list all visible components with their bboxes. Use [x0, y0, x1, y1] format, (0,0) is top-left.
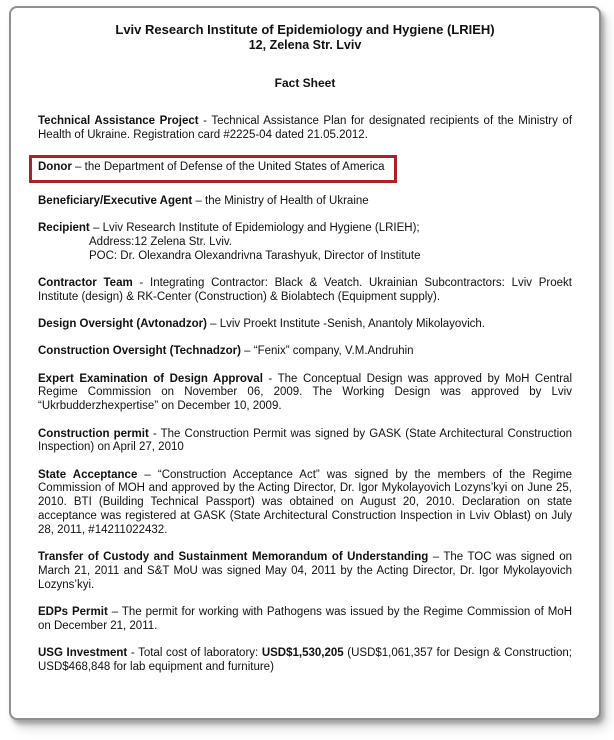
section-label: Design Oversight (Avtonadzor) [38, 318, 207, 331]
page-content [11, 8, 599, 675]
section-label: EDPs Permit [38, 606, 108, 618]
section-text: Lviv Proekt Institute -Senish, Anantoly Mikolayovich. [219, 318, 485, 331]
section-text: “Construction Acceptance Act” was signed by the members of the Regime Commission of MOH and approved by the Acting Director, Dr. Igor Mykolayovich Lozyns’kyi on June 25, 2010. BTI (Building Technical Passport) was obtained on August 20, 2010. Declaration on state acceptance was registered at GASK (State Architectural Construction Inspection in Lviv Oblast) on July 28, 2011, #14211022432. [38, 468, 572, 536]
recipient-poc-line: POC: Dr. Olexandra Olexandrivna Tarashyuk, Director of Institute [89, 249, 421, 262]
section-design-oversight [38, 318, 572, 332]
section-text: Technical Assistance Plan for designated recipients of the Ministry of Health of Ukraine. Registration card #2225-04 dated 21.05.2012. [38, 114, 573, 141]
section-separator: – [428, 551, 444, 564]
investment-amount: USD$1,530,205 [261, 647, 344, 660]
fact-sheet-page [9, 6, 601, 720]
section-construction-permit [38, 428, 572, 456]
section-label: Beneficiary/Executive Agent [38, 194, 193, 207]
section-label: Donor [38, 160, 72, 173]
recipient-address-line: Address:12 Zelena Str. Lviv. [89, 235, 232, 248]
section-label: Construction permit [38, 427, 149, 440]
section-label: Contractor Team [38, 276, 133, 289]
section-donor [38, 161, 384, 175]
section-separator: – [192, 194, 206, 207]
document-header [38, 22, 572, 90]
document-subtitle: Fact Sheet [274, 75, 336, 90]
section-technical-assistance [38, 115, 572, 143]
section-separator: – [206, 318, 220, 331]
section-edps-permit [38, 606, 572, 634]
section-text: The TOC was signed on March 21, 2011 and S&T MoU was signed May 04, 2011 by the Acting Director, Dr. Igor Mykolayovich Lozyns’kyi. [38, 551, 573, 591]
section-label: State Acceptance [38, 468, 138, 481]
section-text: Integrating Contractor: Black & Veatch. Ukrainian Subcontractors: Lviv Proekt Institute (design) & RK-Center (Construction) & Biolabtech (Equipment supply). [38, 276, 572, 303]
section-separator: – [137, 468, 158, 481]
section-text: “Fenix” company, V.M.Andruhin [253, 345, 414, 358]
section-recipient [38, 222, 572, 263]
section-separator: – [240, 345, 254, 358]
section-text: the Ministry of Health of Ukraine [205, 194, 369, 207]
section-label: Technical Assistance Project [38, 114, 199, 127]
section-expert-examination [38, 373, 572, 414]
section-transfer-custody [38, 551, 572, 592]
section-text: Lviv Research Institute of Epidemiology and Hygiene (LRIEH); [102, 222, 420, 235]
section-state-acceptance [38, 469, 572, 538]
page-address: 12, Zelena Str. Lviv [248, 38, 362, 53]
section-construction-oversight [38, 345, 572, 359]
page-title: Lviv Research Institute of Epidemiology and Hygiene (LRIEH) [115, 22, 495, 37]
section-beneficiary [38, 195, 572, 209]
donor-highlight-box [29, 155, 397, 183]
section-text: the Department of Defense of the United States of America [84, 160, 385, 173]
section-text: The Construction Permit was signed by GASK (State Architectural Construction Inspection) on April 27, 2010 [38, 427, 572, 454]
section-text: Total cost of laboratory: [138, 647, 262, 660]
section-label: Recipient [38, 222, 90, 235]
section-text: The Conceptual Design was approved by MoH Central Regime Commission on November 06, 2009. The Working Design was approved by Lviv “Ukrbudderzhexpertise” on December 10, 2009. [38, 372, 573, 413]
section-label: Transfer of Custody and Sustainment Memorandum of Understanding [38, 551, 429, 564]
section-label: Expert Examination of Design Approval [38, 372, 263, 385]
section-label: USG Investment [38, 647, 128, 660]
section-usg-investment [38, 647, 572, 675]
section-separator: – [107, 606, 122, 618]
section-contractor-team [38, 277, 572, 305]
section-separator: - [148, 427, 161, 440]
section-separator: - [198, 114, 212, 127]
section-label: Construction Oversight (Technadzor) [38, 345, 241, 358]
section-separator: - [262, 372, 278, 385]
section-separator: – [71, 160, 85, 173]
document-body [38, 115, 572, 675]
section-separator: – [89, 222, 103, 235]
section-separator: - [127, 647, 139, 660]
section-separator: - [132, 276, 150, 289]
section-text: (USD$1,061,357 for Design & Construction; USD$468,848 for lab equipment and furniture) [38, 647, 573, 673]
section-text: The permit for working with Pathogens was issued by the Regime Commission of MoH on December 21, 2011. [38, 606, 573, 632]
